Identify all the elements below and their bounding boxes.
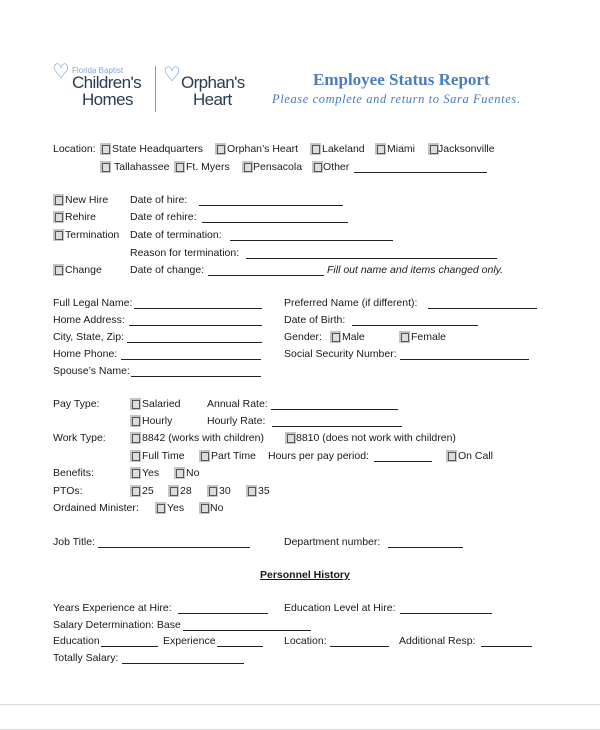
option-label: Ft. Myers (186, 161, 230, 173)
option-label: Lakeland (322, 143, 365, 155)
option-label: Full Time (142, 450, 185, 462)
heart-icon: ♡ (163, 64, 181, 86)
option-label: Male (342, 331, 365, 343)
full-legal-name-field[interactable] (134, 308, 262, 309)
location-salary-field[interactable] (330, 646, 389, 647)
home-phone-field[interactable] (121, 359, 261, 360)
option-label: State Headquarters (112, 143, 204, 155)
option-label: Other (323, 161, 350, 173)
logo-divider (155, 66, 156, 112)
preferred-name-field[interactable] (428, 308, 537, 309)
checkbox-pto-35[interactable] (246, 485, 257, 497)
checkbox-change[interactable] (53, 264, 64, 276)
option-label: 30 (219, 485, 231, 497)
change-note: Fill out name and items changed only. (327, 264, 504, 276)
checkbox-on-call[interactable] (446, 450, 457, 462)
option-label: Hourly (142, 415, 173, 427)
field-label: Date of hire: (130, 194, 188, 206)
page-bottom-bar (0, 704, 600, 730)
field-label: Benefits: (53, 467, 94, 479)
field-label: Social Security Number: (284, 348, 397, 360)
years-experience-field[interactable] (178, 613, 268, 614)
checkbox-lakeland[interactable] (310, 143, 321, 155)
field-label: City, State, Zip: (53, 331, 124, 343)
option-label: 25 (142, 485, 154, 497)
option-label: Orphan’s Heart (227, 143, 299, 155)
option-label: Jacksonville (438, 143, 495, 155)
subtitle: Please complete and return to Sara Fuentes. (272, 92, 521, 106)
checkbox-benefits-yes[interactable] (130, 467, 141, 479)
education-field[interactable] (101, 646, 158, 647)
termination-reason-field[interactable] (246, 258, 497, 259)
field-label: Education (53, 635, 100, 647)
location-label: Location: (53, 143, 96, 155)
checkbox-salaried[interactable] (130, 398, 141, 410)
checkbox-full-time[interactable] (130, 450, 141, 462)
field-label: Experience (163, 635, 216, 647)
home-address-field[interactable] (129, 325, 262, 326)
field-label: Additional Resp: (399, 635, 476, 647)
option-label: Termination (65, 229, 120, 241)
field-label: Hourly Rate: (207, 415, 266, 427)
additional-resp-field[interactable] (481, 646, 532, 647)
checkbox-ft-myers[interactable] (174, 161, 185, 173)
field-label: Full Legal Name: (53, 297, 133, 309)
checkbox-pto-30[interactable] (207, 485, 218, 497)
checkbox-state-headquarters[interactable] (100, 143, 111, 155)
date-of-hire-field[interactable] (199, 205, 343, 206)
field-label: Job Title: (53, 536, 96, 548)
field-label: Years Experience at Hire: (53, 602, 172, 614)
field-label: Home Address: (53, 314, 125, 326)
option-label: Yes (142, 467, 160, 479)
checkbox-8842[interactable] (130, 432, 141, 444)
date-of-termination-field[interactable] (230, 240, 393, 241)
option-label: Part Time (211, 450, 256, 462)
heart-icon: ♡ (52, 61, 70, 83)
field-label: Date of Birth: (284, 314, 346, 326)
checkbox-miami[interactable] (375, 143, 386, 155)
option-label: Salaried (142, 398, 181, 410)
option-label: Tallahassee (114, 161, 170, 173)
field-label: Hours per pay period: (268, 450, 369, 462)
city-state-zip-field[interactable] (127, 342, 262, 343)
field-label: Spouse’s Name: (53, 365, 130, 377)
spouse-name-field[interactable] (131, 376, 261, 377)
field-label: Pay Type: (53, 398, 100, 410)
checkbox-benefits-no[interactable] (174, 467, 185, 479)
checkbox-other[interactable] (312, 161, 323, 173)
field-label: Work Type: (53, 432, 106, 444)
option-label: Female (411, 331, 447, 343)
option-label: Miami (387, 143, 415, 155)
option-label: 28 (180, 485, 192, 497)
checkbox-orphans-heart[interactable] (215, 143, 226, 155)
ssn-field[interactable] (400, 359, 529, 360)
checkbox-ordained-no[interactable] (199, 502, 210, 514)
checkbox-female[interactable] (399, 331, 410, 343)
option-label: New Hire (65, 194, 109, 206)
checkbox-8810[interactable] (285, 432, 296, 444)
page-title: Employee Status Report (313, 70, 490, 89)
option-label: 35 (258, 485, 270, 497)
date-of-rehire-field[interactable] (202, 222, 348, 223)
field-label: Ordained Minister: (53, 502, 139, 514)
field-label: Annual Rate: (207, 398, 268, 410)
checkbox-rehire[interactable] (53, 211, 64, 223)
experience-field[interactable] (217, 646, 263, 647)
job-title-field[interactable] (98, 547, 250, 548)
field-label: Date of change: (130, 264, 205, 276)
checkbox-new-hire[interactable] (53, 194, 64, 206)
option-label: Rehire (65, 211, 96, 223)
hours-per-pay-period-field[interactable] (374, 461, 432, 462)
option-label: No (210, 502, 224, 514)
field-label: Location: (284, 635, 327, 647)
checkbox-ordained-yes[interactable] (155, 502, 166, 514)
checkbox-male[interactable] (330, 331, 341, 343)
option-label: 8810 (does not work with children) (296, 432, 456, 444)
checkbox-termination[interactable] (53, 229, 64, 241)
field-label: Salary Determination: Base (53, 619, 181, 631)
employee-status-report-page: ♡ Florida Baptist Children's Homes ♡ Orphan's Heart Employee Status Report Please complete and return to Sara Fuentes. Location: State Headquarters Orphan’s Heart Lakeland Miami Jacksonville Tallahassee Ft. Myers Pensacola Other New Hire Date of hire: Rehire Date of rehire: Termination Date of termination: Reason for termination: Change Date of change: Fill out name and items changed only. Full Legal Name: Home Address: City, State, Zip: Home Phone: Spouse’s Name: Preferred Name (if different): Date of Birth: Gender: Male Female Social Security Number: Pay Type: Salaried Annual Rate: Hourly Hourly Rate: Work Type: 8842 (works with children) 8810 (does not work with children) Full Time Part Time Hours per pay period: On Call Benefits: Yes No PTOs: 25 28 30 35 Ordained Minister: Yes No Job Title: Department number: Personnel History Years Experience at Hire: Education Level at Hire: Salary Determination: Base Education Experience Location: Additional Resp: Totally Salary: (0, 0, 600, 730)
checkbox-pensacola[interactable] (242, 161, 253, 173)
option-label: Change (65, 264, 102, 276)
field-label: Department number: (284, 536, 381, 548)
option-label: Pensacola (253, 161, 303, 173)
annual-rate-field[interactable] (271, 409, 398, 410)
field-label: Education Level at Hire: (284, 602, 396, 614)
field-label: Date of rehire: (130, 211, 197, 223)
checkbox-pto-28[interactable] (168, 485, 179, 497)
total-salary-field[interactable] (122, 663, 244, 664)
field-label: PTOs: (53, 485, 83, 497)
checkbox-pto-25[interactable] (130, 485, 141, 497)
education-level-field[interactable] (400, 613, 492, 614)
checkbox-hourly[interactable] (130, 415, 141, 427)
other-location-field[interactable] (354, 172, 487, 173)
base-salary-field[interactable] (183, 630, 311, 631)
field-label: Totally Salary: (53, 652, 119, 664)
field-label: Preferred Name (if different): (284, 297, 418, 309)
field-label: Gender: (284, 331, 322, 343)
field-label: Home Phone: (53, 348, 118, 360)
field-label: Date of termination: (130, 229, 222, 241)
option-label: 8842 (works with children) (142, 432, 264, 444)
section-heading: Personnel History (260, 569, 350, 581)
date-of-birth-field[interactable] (352, 325, 478, 326)
option-label: Yes (167, 502, 185, 514)
option-label: No (186, 467, 200, 479)
option-label: On Call (458, 450, 494, 462)
department-number-field[interactable] (388, 547, 463, 548)
checkbox-part-time[interactable] (199, 450, 210, 462)
field-label: Reason for termination: (130, 247, 240, 259)
date-of-change-field[interactable] (208, 275, 324, 276)
checkbox-tallahassee[interactable] (100, 161, 111, 173)
hourly-rate-field[interactable] (272, 426, 402, 427)
